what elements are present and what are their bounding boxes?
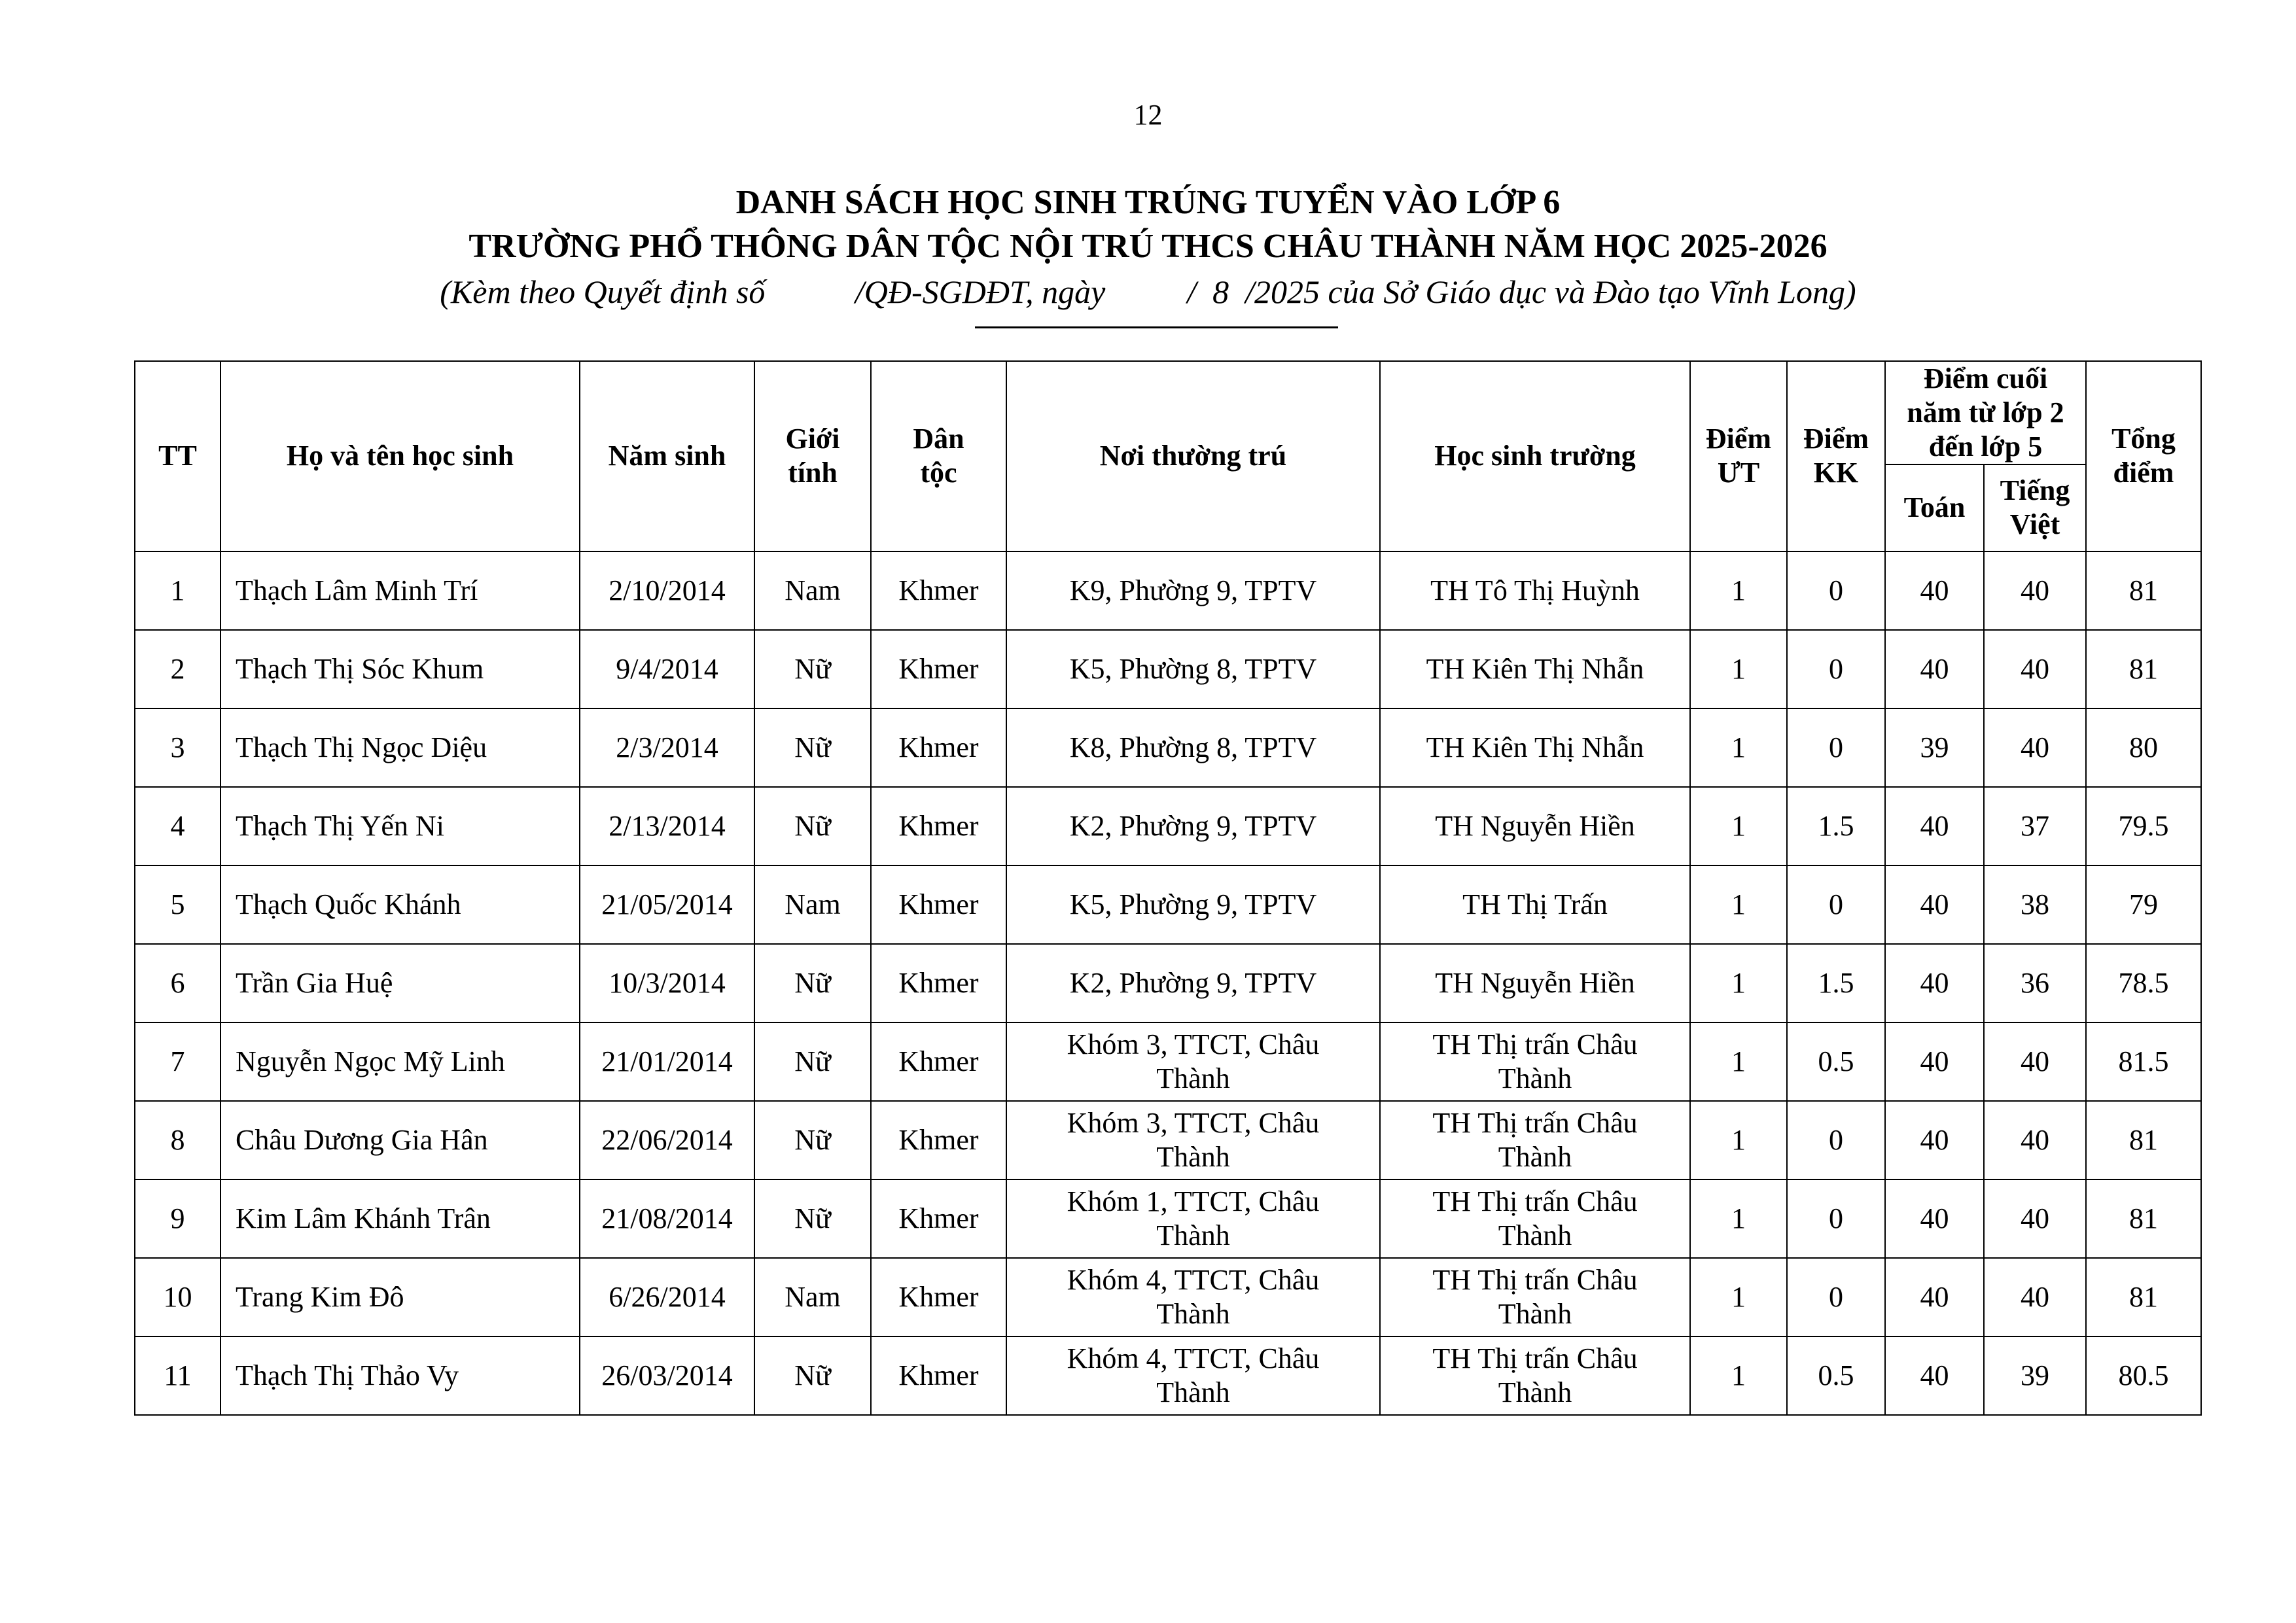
cell-birth: 21/05/2014 bbox=[580, 865, 754, 944]
cell-bonus: 1.5 bbox=[1787, 944, 1885, 1022]
cell-viet: 40 bbox=[1984, 1022, 2086, 1101]
cell-gender: Nữ bbox=[754, 630, 871, 708]
cell-residence: K9, Phường 9, TPTV bbox=[1006, 551, 1380, 630]
cell-gender: Nam bbox=[754, 1258, 871, 1336]
cell-school: TH Nguyễn Hiền bbox=[1380, 787, 1690, 865]
table-row bbox=[135, 551, 2201, 630]
page-number: 12 bbox=[1133, 99, 1163, 131]
cell-gender: Nữ bbox=[754, 787, 871, 865]
table-row bbox=[135, 708, 2201, 787]
cell-school: TH Thị Trấn bbox=[1380, 865, 1690, 944]
cell-birth: 2/13/2014 bbox=[580, 787, 754, 865]
cell-tt: 2 bbox=[135, 630, 221, 708]
table-row bbox=[135, 1258, 2201, 1336]
cell-math: 39 bbox=[1885, 708, 1984, 787]
cell-priority: 1 bbox=[1690, 551, 1787, 630]
table-row bbox=[135, 944, 2201, 1022]
cell-name: Thạch Thị Sóc Khum bbox=[221, 630, 580, 708]
cell-priority: 1 bbox=[1690, 1022, 1787, 1101]
cell-total: 81 bbox=[2086, 1258, 2201, 1336]
cell-bonus: 0 bbox=[1787, 630, 1885, 708]
decision-reference: (Kèm theo Quyết định số /QĐ-SGDĐT, ngày / 8 /2025 của Sở Giáo dục và Đào tạo Vĩnh Long) bbox=[440, 273, 1856, 310]
cell-residence: Khóm 3, TTCT, Châu Thành bbox=[1006, 1101, 1380, 1179]
table-row bbox=[135, 787, 2201, 865]
header-gender: Giới tính bbox=[754, 361, 871, 551]
document-title: DANH SÁCH HỌC SINH TRÚNG TUYỂN VÀO LỚP 6 bbox=[735, 184, 1561, 221]
cell-birth: 2/10/2014 bbox=[580, 551, 754, 630]
cell-bonus: 0 bbox=[1787, 1101, 1885, 1179]
cell-bonus: 0.5 bbox=[1787, 1336, 1885, 1415]
cell-name: Thạch Thị Thảo Vy bbox=[221, 1336, 580, 1415]
table-row bbox=[135, 630, 2201, 708]
cell-birth: 6/26/2014 bbox=[580, 1258, 754, 1336]
cell-ethnic: Khmer bbox=[871, 1336, 1006, 1415]
cell-residence: Khóm 4, TTCT, Châu Thành bbox=[1006, 1258, 1380, 1336]
cell-ethnic: Khmer bbox=[871, 630, 1006, 708]
cell-gender: Nữ bbox=[754, 708, 871, 787]
cell-birth: 9/4/2014 bbox=[580, 630, 754, 708]
cell-viet: 40 bbox=[1984, 1258, 2086, 1336]
cell-name: Trang Kim Đô bbox=[221, 1258, 580, 1336]
cell-math: 40 bbox=[1885, 1258, 1984, 1336]
cell-priority: 1 bbox=[1690, 944, 1787, 1022]
cell-name: Thạch Quốc Khánh bbox=[221, 865, 580, 944]
cell-gender: Nữ bbox=[754, 1179, 871, 1258]
cell-priority: 1 bbox=[1690, 708, 1787, 787]
cell-birth: 22/06/2014 bbox=[580, 1101, 754, 1179]
cell-tt: 9 bbox=[135, 1179, 221, 1258]
cell-total: 79 bbox=[2086, 865, 2201, 944]
header-residence: Nơi thường trú bbox=[1006, 361, 1380, 551]
cell-school: TH Kiên Thị Nhẫn bbox=[1380, 630, 1690, 708]
student-results-table bbox=[134, 360, 2202, 1416]
header-vietnamese: Tiếng Việt bbox=[1984, 464, 2086, 551]
header-tt: TT bbox=[135, 361, 221, 551]
cell-gender: Nữ bbox=[754, 1101, 871, 1179]
cell-tt: 11 bbox=[135, 1336, 221, 1415]
cell-birth: 21/01/2014 bbox=[580, 1022, 754, 1101]
table-body bbox=[135, 551, 2201, 1415]
cell-name: Kim Lâm Khánh Trân bbox=[221, 1179, 580, 1258]
cell-birth: 21/08/2014 bbox=[580, 1179, 754, 1258]
cell-math: 40 bbox=[1885, 865, 1984, 944]
cell-ethnic: Khmer bbox=[871, 1101, 1006, 1179]
header-math: Toán bbox=[1885, 464, 1984, 551]
header-name: Họ và tên học sinh bbox=[221, 361, 580, 551]
cell-total: 80 bbox=[2086, 708, 2201, 787]
cell-viet: 40 bbox=[1984, 551, 2086, 630]
cell-school: TH Nguyễn Hiền bbox=[1380, 944, 1690, 1022]
cell-residence: K8, Phường 8, TPTV bbox=[1006, 708, 1380, 787]
cell-priority: 1 bbox=[1690, 1258, 1787, 1336]
cell-birth: 10/3/2014 bbox=[580, 944, 754, 1022]
cell-viet: 36 bbox=[1984, 944, 2086, 1022]
cell-ethnic: Khmer bbox=[871, 1258, 1006, 1336]
cell-math: 40 bbox=[1885, 1179, 1984, 1258]
cell-residence: Khóm 3, TTCT, Châu Thành bbox=[1006, 1022, 1380, 1101]
cell-math: 40 bbox=[1885, 1336, 1984, 1415]
cell-residence: K5, Phường 9, TPTV bbox=[1006, 865, 1380, 944]
cell-residence: K5, Phường 8, TPTV bbox=[1006, 630, 1380, 708]
header-grades: Điểm cuối năm từ lớp 2 đến lớp 5 bbox=[1885, 361, 2086, 464]
cell-name: Thạch Thị Yến Ni bbox=[221, 787, 580, 865]
cell-residence: Khóm 1, TTCT, Châu Thành bbox=[1006, 1179, 1380, 1258]
header-school: Học sinh trường bbox=[1380, 361, 1690, 551]
cell-residence: K2, Phường 9, TPTV bbox=[1006, 944, 1380, 1022]
cell-viet: 40 bbox=[1984, 630, 2086, 708]
cell-math: 40 bbox=[1885, 551, 1984, 630]
cell-birth: 2/3/2014 bbox=[580, 708, 754, 787]
cell-name: Trần Gia Huệ bbox=[221, 944, 580, 1022]
cell-tt: 6 bbox=[135, 944, 221, 1022]
cell-school: TH Tô Thị Huỳnh bbox=[1380, 551, 1690, 630]
cell-name: Nguyễn Ngọc Mỹ Linh bbox=[221, 1022, 580, 1101]
cell-name: Châu Dương Gia Hân bbox=[221, 1101, 580, 1179]
cell-school: TH Thị trấn Châu Thành bbox=[1380, 1336, 1690, 1415]
table-row bbox=[135, 865, 2201, 944]
header-ethnic: Dân tộc bbox=[871, 361, 1006, 551]
cell-total: 81.5 bbox=[2086, 1022, 2201, 1101]
cell-ethnic: Khmer bbox=[871, 865, 1006, 944]
title-underline bbox=[975, 326, 1338, 328]
cell-viet: 37 bbox=[1984, 787, 2086, 865]
cell-math: 40 bbox=[1885, 630, 1984, 708]
cell-residence: Khóm 4, TTCT, Châu Thành bbox=[1006, 1336, 1380, 1415]
cell-viet: 39 bbox=[1984, 1336, 2086, 1415]
cell-school: TH Thị trấn Châu Thành bbox=[1380, 1179, 1690, 1258]
cell-residence: K2, Phường 9, TPTV bbox=[1006, 787, 1380, 865]
cell-tt: 8 bbox=[135, 1101, 221, 1179]
cell-name: Thạch Thị Ngọc Diệu bbox=[221, 708, 580, 787]
cell-ethnic: Khmer bbox=[871, 1022, 1006, 1101]
cell-priority: 1 bbox=[1690, 1336, 1787, 1415]
cell-birth: 26/03/2014 bbox=[580, 1336, 754, 1415]
cell-priority: 1 bbox=[1690, 630, 1787, 708]
cell-total: 79.5 bbox=[2086, 787, 2201, 865]
table-row bbox=[135, 1022, 2201, 1101]
cell-math: 40 bbox=[1885, 1022, 1984, 1101]
table-row bbox=[135, 1101, 2201, 1179]
cell-tt: 7 bbox=[135, 1022, 221, 1101]
cell-math: 40 bbox=[1885, 787, 1984, 865]
cell-math: 40 bbox=[1885, 944, 1984, 1022]
header-bonus: Điểm KK bbox=[1787, 361, 1885, 551]
cell-bonus: 0.5 bbox=[1787, 1022, 1885, 1101]
cell-total: 81 bbox=[2086, 1179, 2201, 1258]
cell-tt: 4 bbox=[135, 787, 221, 865]
header-priority: Điểm ƯT bbox=[1690, 361, 1787, 551]
header-total: Tổng điểm bbox=[2086, 361, 2201, 551]
cell-tt: 3 bbox=[135, 708, 221, 787]
cell-bonus: 0 bbox=[1787, 865, 1885, 944]
cell-priority: 1 bbox=[1690, 865, 1787, 944]
cell-ethnic: Khmer bbox=[871, 787, 1006, 865]
table-row bbox=[135, 1179, 2201, 1258]
cell-bonus: 0 bbox=[1787, 1179, 1885, 1258]
cell-school: TH Kiên Thị Nhẫn bbox=[1380, 708, 1690, 787]
document-subtitle-school: TRƯỜNG PHỔ THÔNG DÂN TỘC NỘI TRÚ THCS CHÂU THÀNH NĂM HỌC 2025-2026 bbox=[468, 228, 1828, 265]
cell-gender: Nữ bbox=[754, 1022, 871, 1101]
cell-viet: 38 bbox=[1984, 865, 2086, 944]
table-header-row bbox=[135, 361, 2201, 464]
cell-total: 81 bbox=[2086, 630, 2201, 708]
cell-priority: 1 bbox=[1690, 1179, 1787, 1258]
cell-tt: 1 bbox=[135, 551, 221, 630]
cell-total: 80.5 bbox=[2086, 1336, 2201, 1415]
cell-school: TH Thị trấn Châu Thành bbox=[1380, 1022, 1690, 1101]
cell-bonus: 1.5 bbox=[1787, 787, 1885, 865]
cell-bonus: 0 bbox=[1787, 1258, 1885, 1336]
cell-bonus: 0 bbox=[1787, 551, 1885, 630]
cell-school: TH Thị trấn Châu Thành bbox=[1380, 1258, 1690, 1336]
cell-ethnic: Khmer bbox=[871, 551, 1006, 630]
header-birth: Năm sinh bbox=[580, 361, 754, 551]
cell-gender: Nữ bbox=[754, 944, 871, 1022]
cell-ethnic: Khmer bbox=[871, 1179, 1006, 1258]
cell-total: 78.5 bbox=[2086, 944, 2201, 1022]
cell-school: TH Thị trấn Châu Thành bbox=[1380, 1101, 1690, 1179]
cell-ethnic: Khmer bbox=[871, 944, 1006, 1022]
cell-gender: Nữ bbox=[754, 1336, 871, 1415]
cell-math: 40 bbox=[1885, 1101, 1984, 1179]
cell-name: Thạch Lâm Minh Trí bbox=[221, 551, 580, 630]
cell-viet: 40 bbox=[1984, 1179, 2086, 1258]
cell-tt: 5 bbox=[135, 865, 221, 944]
cell-viet: 40 bbox=[1984, 1101, 2086, 1179]
cell-tt: 10 bbox=[135, 1258, 221, 1336]
cell-ethnic: Khmer bbox=[871, 708, 1006, 787]
cell-total: 81 bbox=[2086, 551, 2201, 630]
cell-priority: 1 bbox=[1690, 787, 1787, 865]
cell-bonus: 0 bbox=[1787, 708, 1885, 787]
cell-viet: 40 bbox=[1984, 708, 2086, 787]
cell-gender: Nam bbox=[754, 551, 871, 630]
table-row bbox=[135, 1336, 2201, 1415]
cell-priority: 1 bbox=[1690, 1101, 1787, 1179]
cell-gender: Nam bbox=[754, 865, 871, 944]
cell-total: 81 bbox=[2086, 1101, 2201, 1179]
